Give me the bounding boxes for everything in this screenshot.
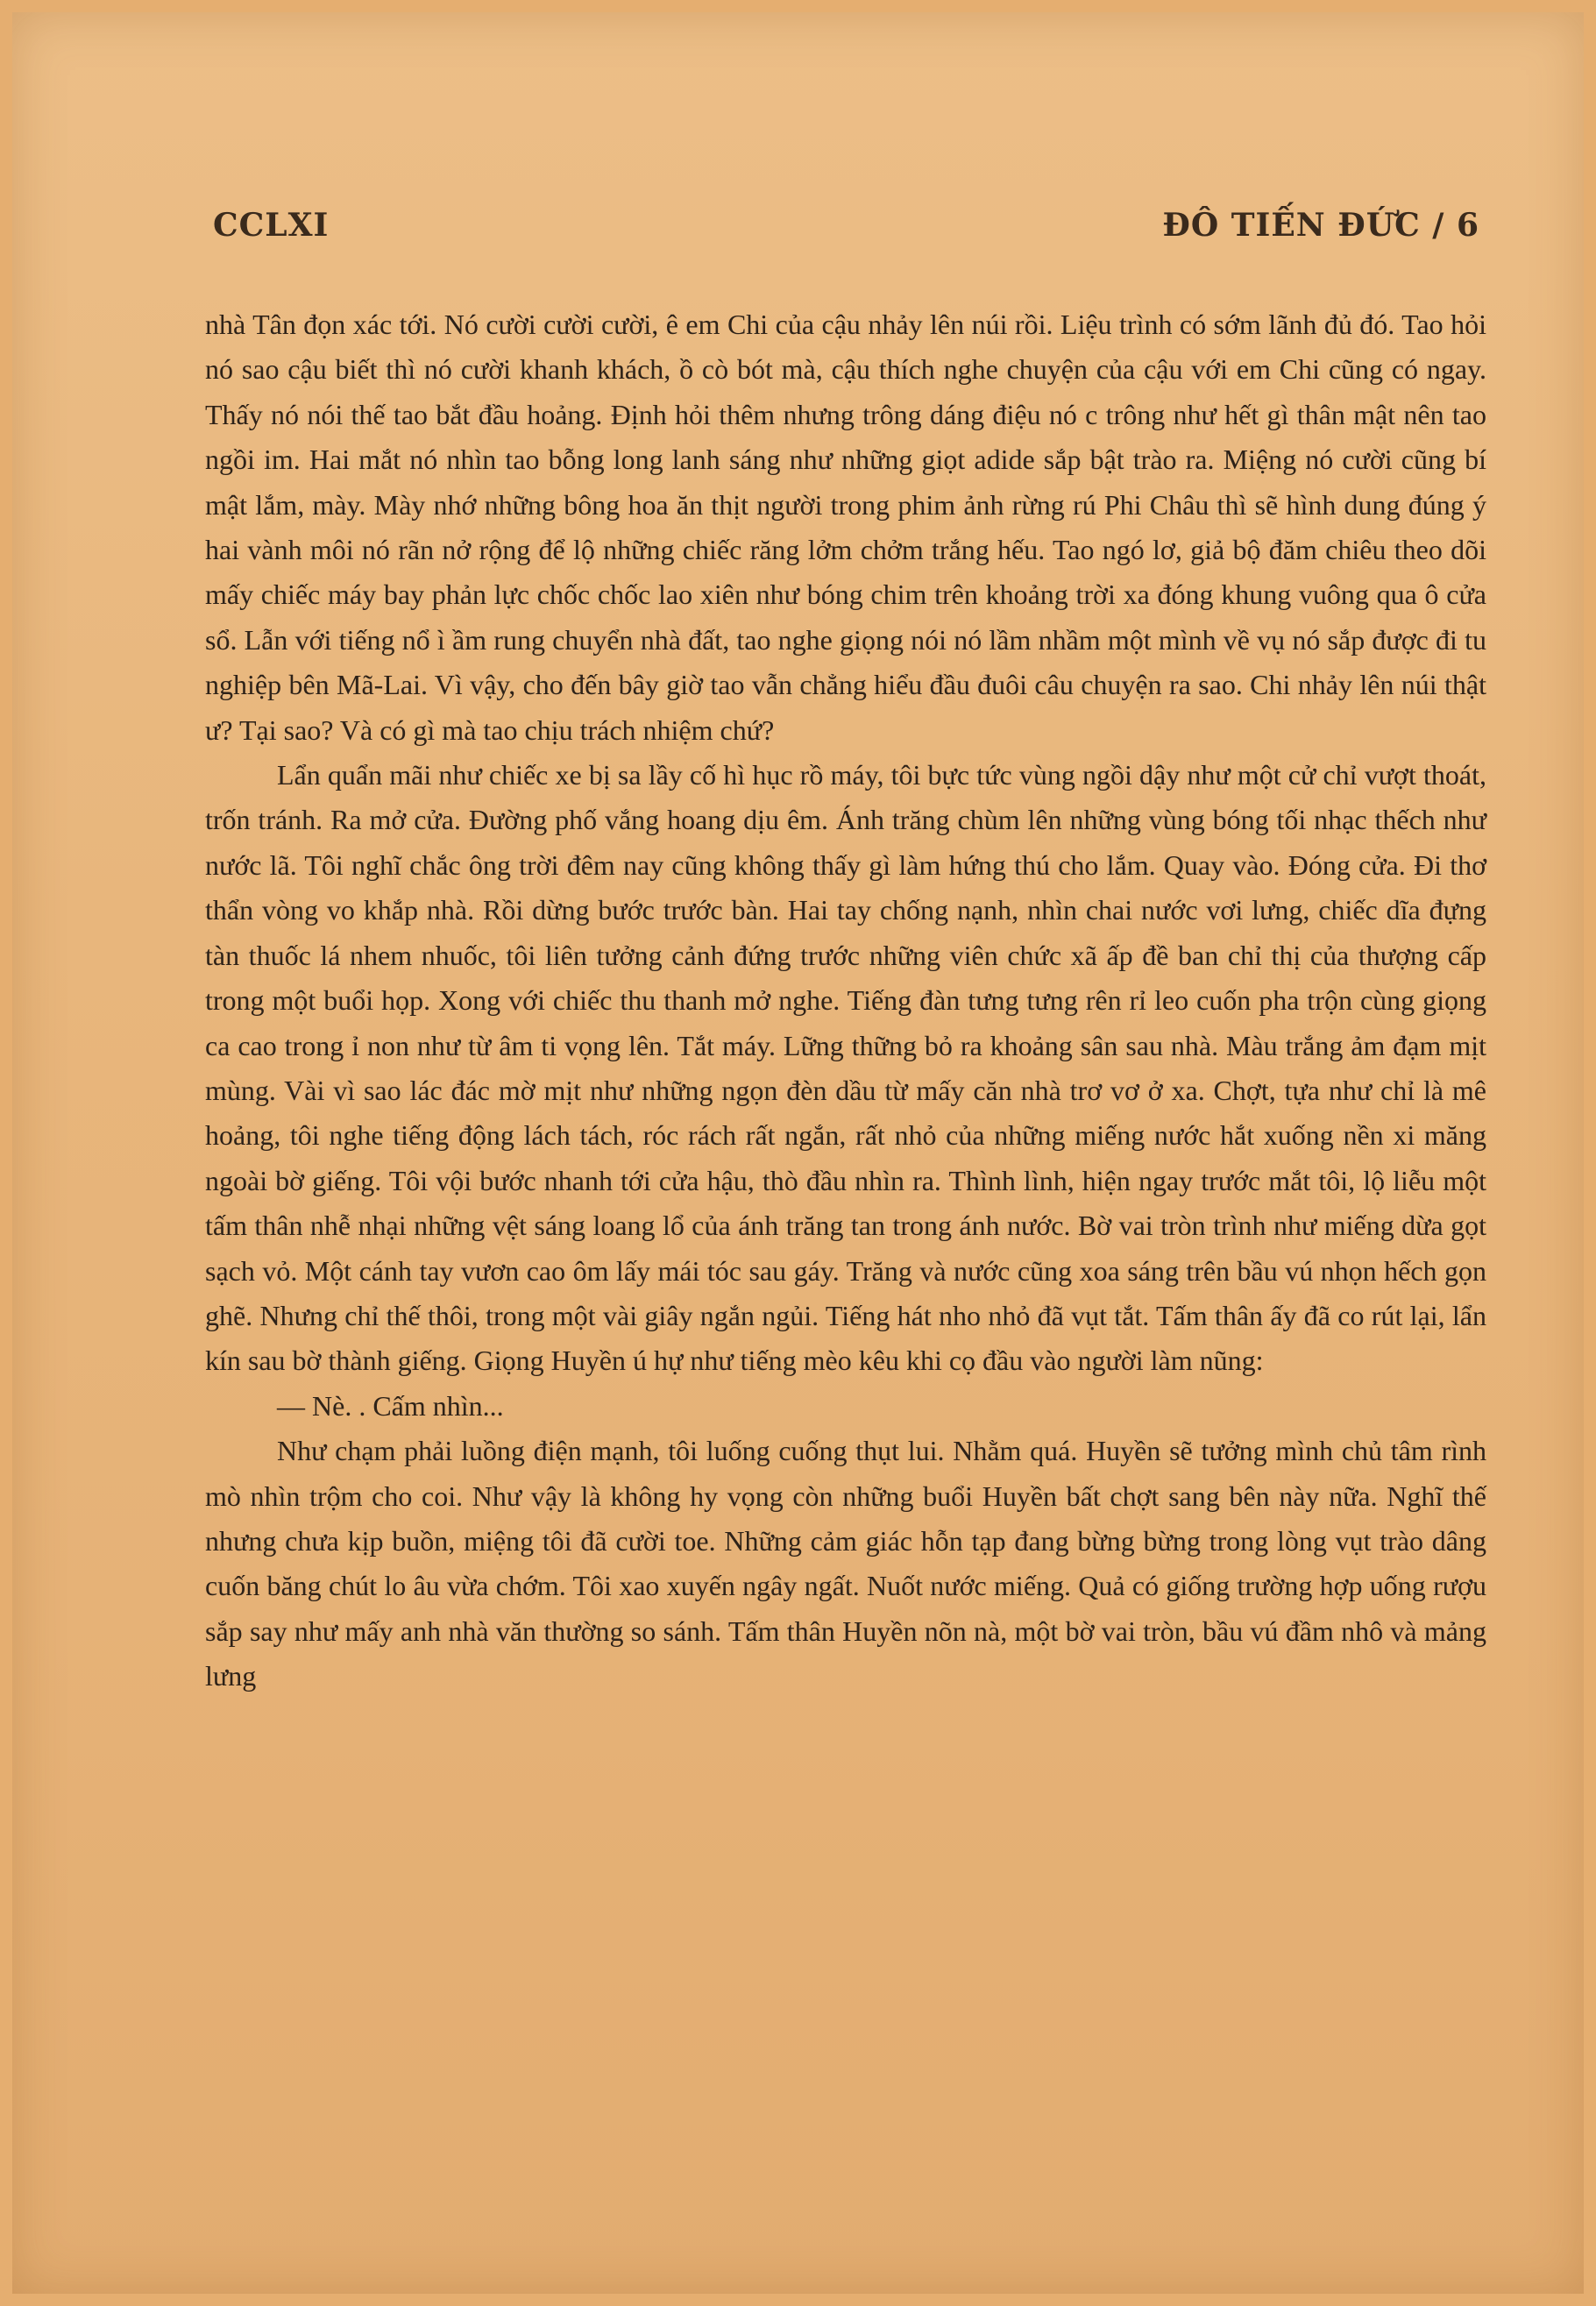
page-number: CCLXI [213, 207, 330, 244]
paragraph: nhà Tân đọn xác tới. Nó cười cười cười, ê em Chi của cậu nhảy lên núi rồi. Liệu trình có sớm lãnh đủ đó. Tao hỏi nó sao cậu biết thì nó cười khanh khách, ồ cò bót mà, cậu thích nghe chuyện của cậu với em Chi cũng có ngay. Thấy nó nói thế tao bắt đầu hoảng. Định hỏi thêm nhưng trông dáng điệu nó c trông như hết gì thân mật nên tao ngồi im. Hai mắt nó nhìn tao bỗng long lanh sáng như những giọt adide sắp bật trào ra. Miệng nó cười cũng bí mật lắm, mày. Mày nhớ những bông hoa ăn thịt người trong phim ảnh rừng rú Phi Châu thì sẽ hình dung đúng ý hai vành môi nó rãn nở rộng để lộ những chiếc răng lởm chởm trắng hếu. Tao ngó lơ, giả bộ đăm chiêu theo dõi mấy chiếc máy bay phản lực chốc chốc lao xiên như bóng chim trên khoảng trời xa đóng khung vuông qua ô cửa sổ. Lẫn với tiếng nổ ì ầm rung chuyển nhà đất, tao nghe giọng nói nó lầm nhầm một mình về vụ nó sắp được đi tu nghiệp bên Mã-Lai. Vì vậy, cho đến bây giờ tao vẫn chẳng hiểu đầu đuôi câu chuyện ra sao. Chi nhảy lên núi thật ư? Tại sao? Và có gì mà tao chịu trách nhiệm chứ? [205, 309, 1486, 746]
paragraph: — Nè. . Cấm nhìn... [277, 1389, 504, 1422]
header-title: ĐÔ TIẾN ĐỨC / 6 [1162, 207, 1479, 244]
paragraph: Lẩn quẩn mãi như chiếc xe bị sa lầy cố hì hục rồ máy, tôi bực tức vùng ngồi dậy như một cử chỉ vượt thoát, trốn tránh. Ra mở cửa. Đường phố vắng hoang dịu êm. Ánh trăng chùm lên những vùng bóng tối nhạc thếch như nước lã. Tôi nghĩ chắc ông trời đêm nay cũng không thấy gì làm hứng thú cho lắm. Quay vào. Đóng cửa. Đi thơ thẩn vòng vo khắp nhà. Rồi dừng bước trước bàn. Hai tay chống nạnh, nhìn chai nước vơi lưng, chiếc dĩa đựng tàn thuốc lá nhem nhuốc, tôi liên tưởng cảnh đứng trước những viên chức xã ấp đề ban chỉ thị của thượng cấp trong một buổi họp. Xong với chiếc thu thanh mở nghe. Tiếng đàn tưng tưng rên rỉ leo cuốn pha trộn cùng giọng ca cao trong ỉ non như từ âm ti vọng lên. Tắt máy. Lững thững bỏ ra khoảng sân sau nhà. Màu trắng ảm đạm mịt mùng. Vài vì sao lác đác mờ mịt như những ngọn đèn dầu từ mấy căn nhà trơ vơ ở xa. Chợt, tựa như chỉ là mê hoảng, tôi nghe tiếng động lách tách, róc rách rất ngắn, rất nhỏ của những miếng nước hắt xuống nền xi măng ngoài bờ giếng. Tôi vội bước nhanh tới cửa hậu, thò đầu nhìn ra. Thình lình, hiện ngay trước mắt tôi, lộ liễu một tấm thân nhễ nhại những vệt sáng loang lổ của ánh trăng tan trong ánh nước. Bờ vai tròn trình như miếng dừa gọt sạch vỏ. Một cánh tay vươn cao ôm lấy mái tóc sau gáy. Trăng và nước cũng xoa sáng trên bầu vú nhọn hếch gọn ghẽ. Nhưng chỉ thế thôi, trong một vài giây ngắn ngủi. Tiếng hát nho nhỏ đã vụt tắt. Tấm thân ấy đã co rút lại, lẩn kín sau bờ thành giếng. Giọng Huyền ú hự như tiếng mèo kêu khi cọ đầu vào người làm nũng: [205, 759, 1486, 1377]
running-header [213, 207, 1479, 251]
page-body [205, 302, 1486, 1699]
paragraph: Như chạm phải luồng điện mạnh, tôi luống cuống thụt lui. Nhằm quá. Huyền sẽ tưởng mình chủ tâm rình mò nhìn trộm cho coi. Như vậy là không hy vọng còn những buổi Huyền bất chợt sang bên này nữa. Nghĩ thế nhưng chưa kịp buồn, miệng tôi đã cười toe. Những cảm giác hỗn tạp đang bừng bừng trong lòng vụt trào dâng cuốn băng chút lo âu vừa chớm. Tôi xao xuyến ngây ngất. Nuốt nước miếng. Quả có giống trường hợp uống rượu sắp say như mấy anh nhà văn thường so sánh. Tấm thân Huyền nõn nà, một bờ vai tròn, bầu vú đầm nhô và mảng lưng [205, 1435, 1486, 1692]
